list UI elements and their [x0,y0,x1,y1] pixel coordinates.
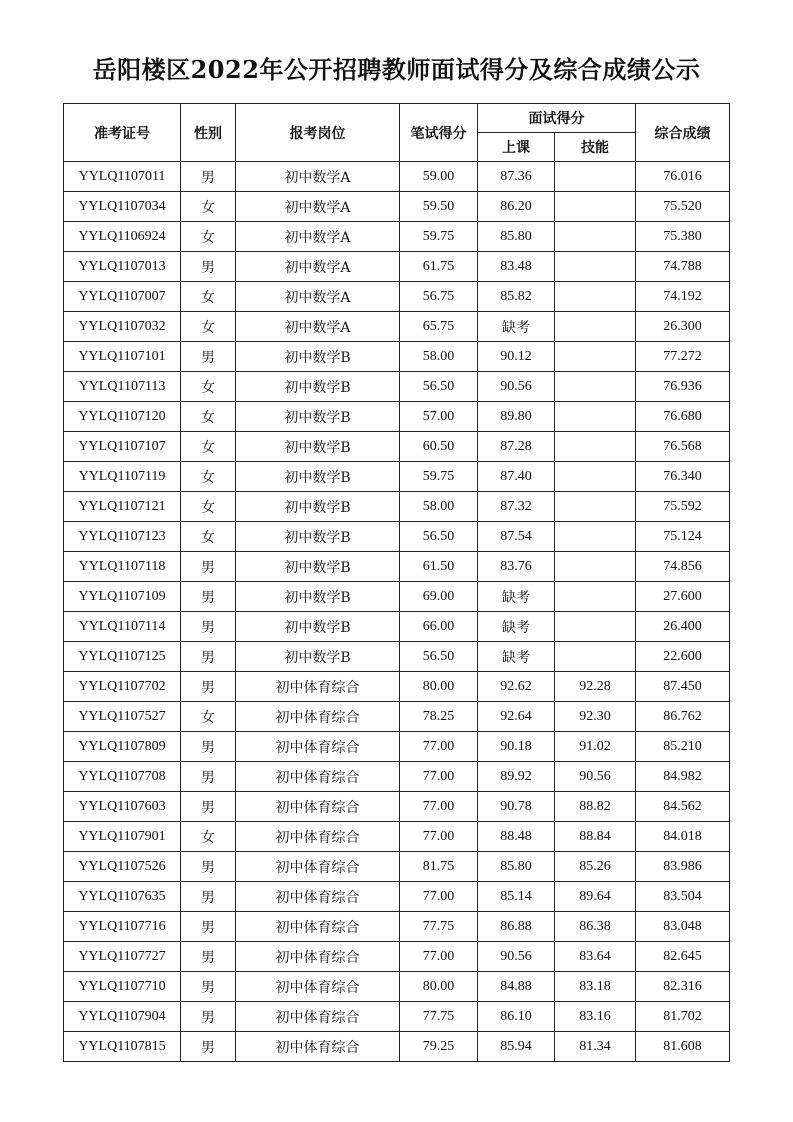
cell-position: 初中体育综合 [236,822,400,852]
cell-skill-score: 86.38 [555,912,636,942]
cell-written-score: 80.00 [400,672,478,702]
cell-skill-score [555,642,636,672]
cell-exam-id: YYLQ1107114 [64,612,181,642]
cell-exam-id: YYLQ1107034 [64,192,181,222]
cell-skill-score [555,402,636,432]
cell-gender: 男 [181,582,236,612]
cell-lesson-score: 89.80 [478,402,555,432]
cell-gender: 男 [181,882,236,912]
cell-position: 初中数学A [236,192,400,222]
cell-skill-score [555,462,636,492]
cell-lesson-score: 87.54 [478,522,555,552]
cell-total-score: 81.608 [636,1032,730,1062]
cell-exam-id: YYLQ1107007 [64,282,181,312]
cell-written-score: 77.00 [400,822,478,852]
table-row [64,522,730,552]
cell-lesson-score: 缺考 [478,312,555,342]
cell-position: 初中数学A [236,222,400,252]
cell-gender: 女 [181,192,236,222]
cell-lesson-score: 88.48 [478,822,555,852]
cell-written-score: 56.75 [400,282,478,312]
cell-skill-score [555,522,636,552]
cell-skill-score [555,312,636,342]
cell-written-score: 59.75 [400,462,478,492]
cell-total-score: 22.600 [636,642,730,672]
cell-gender: 女 [181,222,236,252]
cell-position: 初中数学B [236,342,400,372]
cell-total-score: 75.380 [636,222,730,252]
cell-skill-score: 92.28 [555,672,636,702]
cell-exam-id: YYLQ1107125 [64,642,181,672]
cell-total-score: 76.568 [636,432,730,462]
cell-written-score: 61.50 [400,552,478,582]
header-skill: 技能 [555,133,636,162]
cell-position: 初中体育综合 [236,702,400,732]
cell-written-score: 59.75 [400,222,478,252]
cell-total-score: 27.600 [636,582,730,612]
table-row [64,702,730,732]
header-total-score: 综合成绩 [636,104,730,162]
cell-gender: 女 [181,402,236,432]
cell-written-score: 66.00 [400,612,478,642]
cell-position: 初中数学A [236,252,400,282]
cell-gender: 女 [181,432,236,462]
cell-skill-score [555,372,636,402]
cell-skill-score: 88.84 [555,822,636,852]
cell-position: 初中体育综合 [236,942,400,972]
cell-lesson-score: 缺考 [478,582,555,612]
cell-lesson-score: 86.10 [478,1002,555,1032]
header-exam-id: 准考证号 [64,104,181,162]
cell-exam-id: YYLQ1107113 [64,372,181,402]
table-row [64,942,730,972]
cell-exam-id: YYLQ1106924 [64,222,181,252]
cell-position: 初中体育综合 [236,1002,400,1032]
cell-total-score: 85.210 [636,732,730,762]
cell-position: 初中体育综合 [236,792,400,822]
table-row [64,192,730,222]
cell-written-score: 58.00 [400,492,478,522]
cell-skill-score [555,492,636,522]
cell-skill-score [555,252,636,282]
cell-total-score: 75.124 [636,522,730,552]
cell-gender: 男 [181,612,236,642]
cell-gender: 男 [181,642,236,672]
table-row [64,282,730,312]
cell-written-score: 57.00 [400,402,478,432]
header-lesson: 上课 [478,133,555,162]
cell-skill-score [555,282,636,312]
cell-total-score: 82.316 [636,972,730,1002]
cell-exam-id: YYLQ1107526 [64,852,181,882]
cell-total-score: 75.592 [636,492,730,522]
cell-gender: 男 [181,762,236,792]
cell-total-score: 77.272 [636,342,730,372]
cell-position: 初中体育综合 [236,882,400,912]
header-written-score: 笔试得分 [400,104,478,162]
cell-exam-id: YYLQ1107109 [64,582,181,612]
table-row [64,252,730,282]
table-row [64,762,730,792]
cell-lesson-score: 90.56 [478,942,555,972]
cell-exam-id: YYLQ1107815 [64,1032,181,1062]
cell-total-score: 75.520 [636,192,730,222]
cell-position: 初中体育综合 [236,852,400,882]
table-row [64,462,730,492]
cell-gender: 女 [181,822,236,852]
cell-lesson-score: 92.64 [478,702,555,732]
cell-exam-id: YYLQ1107013 [64,252,181,282]
cell-gender: 女 [181,522,236,552]
cell-exam-id: YYLQ1107121 [64,492,181,522]
table-row [64,312,730,342]
cell-skill-score: 85.26 [555,852,636,882]
table-body [64,162,730,1062]
cell-position: 初中数学A [236,162,400,192]
cell-written-score: 56.50 [400,642,478,672]
cell-lesson-score: 87.28 [478,432,555,462]
cell-lesson-score: 87.32 [478,492,555,522]
cell-total-score: 82.645 [636,942,730,972]
cell-exam-id: YYLQ1107011 [64,162,181,192]
cell-position: 初中体育综合 [236,732,400,762]
cell-total-score: 83.986 [636,852,730,882]
cell-lesson-score: 87.40 [478,462,555,492]
cell-exam-id: YYLQ1107527 [64,702,181,732]
cell-skill-score: 83.18 [555,972,636,1002]
cell-skill-score [555,432,636,462]
cell-lesson-score: 90.18 [478,732,555,762]
cell-position: 初中数学B [236,612,400,642]
cell-position: 初中数学A [236,282,400,312]
table-row [64,822,730,852]
cell-exam-id: YYLQ1107101 [64,342,181,372]
cell-total-score: 83.048 [636,912,730,942]
cell-exam-id: YYLQ1107904 [64,1002,181,1032]
cell-lesson-score: 86.20 [478,192,555,222]
cell-gender: 男 [181,942,236,972]
cell-exam-id: YYLQ1107809 [64,732,181,762]
cell-total-score: 81.702 [636,1002,730,1032]
cell-gender: 女 [181,462,236,492]
cell-gender: 女 [181,372,236,402]
cell-gender: 女 [181,492,236,522]
cell-position: 初中体育综合 [236,672,400,702]
cell-total-score: 76.016 [636,162,730,192]
table-header [64,104,730,162]
cell-written-score: 77.00 [400,942,478,972]
cell-lesson-score: 83.48 [478,252,555,282]
cell-total-score: 74.192 [636,282,730,312]
cell-exam-id: YYLQ1107708 [64,762,181,792]
cell-gender: 男 [181,792,236,822]
cell-written-score: 79.25 [400,1032,478,1062]
cell-skill-score: 81.34 [555,1032,636,1062]
cell-exam-id: YYLQ1107119 [64,462,181,492]
cell-lesson-score: 85.80 [478,852,555,882]
cell-written-score: 60.50 [400,432,478,462]
cell-skill-score: 90.56 [555,762,636,792]
cell-gender: 女 [181,312,236,342]
cell-exam-id: YYLQ1107120 [64,402,181,432]
cell-lesson-score: 85.82 [478,282,555,312]
cell-skill-score [555,582,636,612]
cell-exam-id: YYLQ1107727 [64,942,181,972]
table-row [64,162,730,192]
cell-position: 初中数学A [236,312,400,342]
cell-gender: 男 [181,1002,236,1032]
cell-lesson-score: 83.76 [478,552,555,582]
cell-skill-score: 89.64 [555,882,636,912]
cell-position: 初中数学B [236,522,400,552]
cell-total-score: 87.450 [636,672,730,702]
cell-gender: 男 [181,342,236,372]
cell-written-score: 59.50 [400,192,478,222]
cell-written-score: 77.00 [400,882,478,912]
cell-gender: 男 [181,552,236,582]
table-row [64,642,730,672]
cell-total-score: 84.562 [636,792,730,822]
cell-written-score: 78.25 [400,702,478,732]
cell-position: 初中体育综合 [236,1032,400,1062]
cell-lesson-score: 90.12 [478,342,555,372]
header-interview-score: 面试得分 [478,104,636,133]
cell-skill-score: 92.30 [555,702,636,732]
table-row [64,732,730,762]
cell-skill-score: 88.82 [555,792,636,822]
cell-skill-score [555,192,636,222]
table-row [64,672,730,702]
table-row [64,882,730,912]
cell-total-score: 84.982 [636,762,730,792]
table-row [64,402,730,432]
cell-position: 初中数学B [236,642,400,672]
cell-gender: 男 [181,972,236,1002]
cell-position: 初中数学B [236,432,400,462]
cell-lesson-score: 缺考 [478,642,555,672]
cell-total-score: 76.340 [636,462,730,492]
cell-position: 初中数学B [236,462,400,492]
cell-gender: 男 [181,732,236,762]
cell-skill-score [555,552,636,582]
cell-skill-score [555,342,636,372]
cell-position: 初中数学B [236,402,400,432]
cell-gender: 男 [181,252,236,282]
table-row [64,372,730,402]
cell-total-score: 76.680 [636,402,730,432]
cell-gender: 男 [181,1032,236,1062]
table-row [64,552,730,582]
cell-exam-id: YYLQ1107635 [64,882,181,912]
cell-written-score: 77.75 [400,912,478,942]
table-row [64,972,730,1002]
cell-total-score: 83.504 [636,882,730,912]
cell-lesson-score: 89.92 [478,762,555,792]
table-row [64,792,730,822]
table-row [64,852,730,882]
cell-skill-score: 91.02 [555,732,636,762]
cell-lesson-score: 87.36 [478,162,555,192]
cell-lesson-score: 85.94 [478,1032,555,1062]
cell-exam-id: YYLQ1107603 [64,792,181,822]
cell-position: 初中体育综合 [236,762,400,792]
cell-position: 初中数学B [236,372,400,402]
cell-lesson-score: 85.14 [478,882,555,912]
cell-total-score: 26.400 [636,612,730,642]
cell-total-score: 84.018 [636,822,730,852]
cell-exam-id: YYLQ1107702 [64,672,181,702]
cell-written-score: 69.00 [400,582,478,612]
cell-lesson-score: 84.88 [478,972,555,1002]
cell-exam-id: YYLQ1107107 [64,432,181,462]
cell-position: 初中数学B [236,552,400,582]
cell-written-score: 56.50 [400,372,478,402]
table-row [64,492,730,522]
cell-written-score: 61.75 [400,252,478,282]
cell-exam-id: YYLQ1107032 [64,312,181,342]
cell-gender: 男 [181,672,236,702]
cell-skill-score [555,222,636,252]
header-gender: 性别 [181,104,236,162]
cell-lesson-score: 90.56 [478,372,555,402]
cell-exam-id: YYLQ1107710 [64,972,181,1002]
cell-written-score: 56.50 [400,522,478,552]
table-row [64,222,730,252]
table-row [64,582,730,612]
cell-exam-id: YYLQ1107118 [64,552,181,582]
cell-skill-score: 83.64 [555,942,636,972]
cell-gender: 男 [181,912,236,942]
cell-position: 初中数学B [236,582,400,612]
cell-written-score: 65.75 [400,312,478,342]
cell-written-score: 81.75 [400,852,478,882]
cell-lesson-score: 92.62 [478,672,555,702]
cell-written-score: 77.00 [400,792,478,822]
cell-position: 初中体育综合 [236,972,400,1002]
cell-exam-id: YYLQ1107123 [64,522,181,552]
cell-skill-score [555,162,636,192]
cell-written-score: 58.00 [400,342,478,372]
table-row [64,612,730,642]
header-position: 报考岗位 [236,104,400,162]
cell-exam-id: YYLQ1107901 [64,822,181,852]
cell-total-score: 86.762 [636,702,730,732]
cell-gender: 男 [181,162,236,192]
cell-lesson-score: 缺考 [478,612,555,642]
table-row [64,912,730,942]
cell-written-score: 77.00 [400,732,478,762]
cell-position: 初中数学B [236,492,400,522]
table-row [64,342,730,372]
cell-position: 初中体育综合 [236,912,400,942]
cell-written-score: 59.00 [400,162,478,192]
cell-lesson-score: 86.88 [478,912,555,942]
cell-gender: 女 [181,282,236,312]
table-row [64,1002,730,1032]
cell-skill-score: 83.16 [555,1002,636,1032]
table-row [64,1032,730,1062]
table-row [64,432,730,462]
cell-written-score: 77.00 [400,762,478,792]
cell-lesson-score: 90.78 [478,792,555,822]
cell-written-score: 77.75 [400,1002,478,1032]
cell-written-score: 80.00 [400,972,478,1002]
cell-gender: 男 [181,852,236,882]
page-title: 岳阳楼区2022年公开招聘教师面试得分及综合成绩公示 [92,55,701,84]
cell-total-score: 74.856 [636,552,730,582]
cell-skill-score [555,612,636,642]
cell-gender: 女 [181,702,236,732]
score-table [63,103,730,1062]
cell-total-score: 26.300 [636,312,730,342]
cell-total-score: 76.936 [636,372,730,402]
cell-lesson-score: 85.80 [478,222,555,252]
cell-total-score: 74.788 [636,252,730,282]
cell-exam-id: YYLQ1107716 [64,912,181,942]
